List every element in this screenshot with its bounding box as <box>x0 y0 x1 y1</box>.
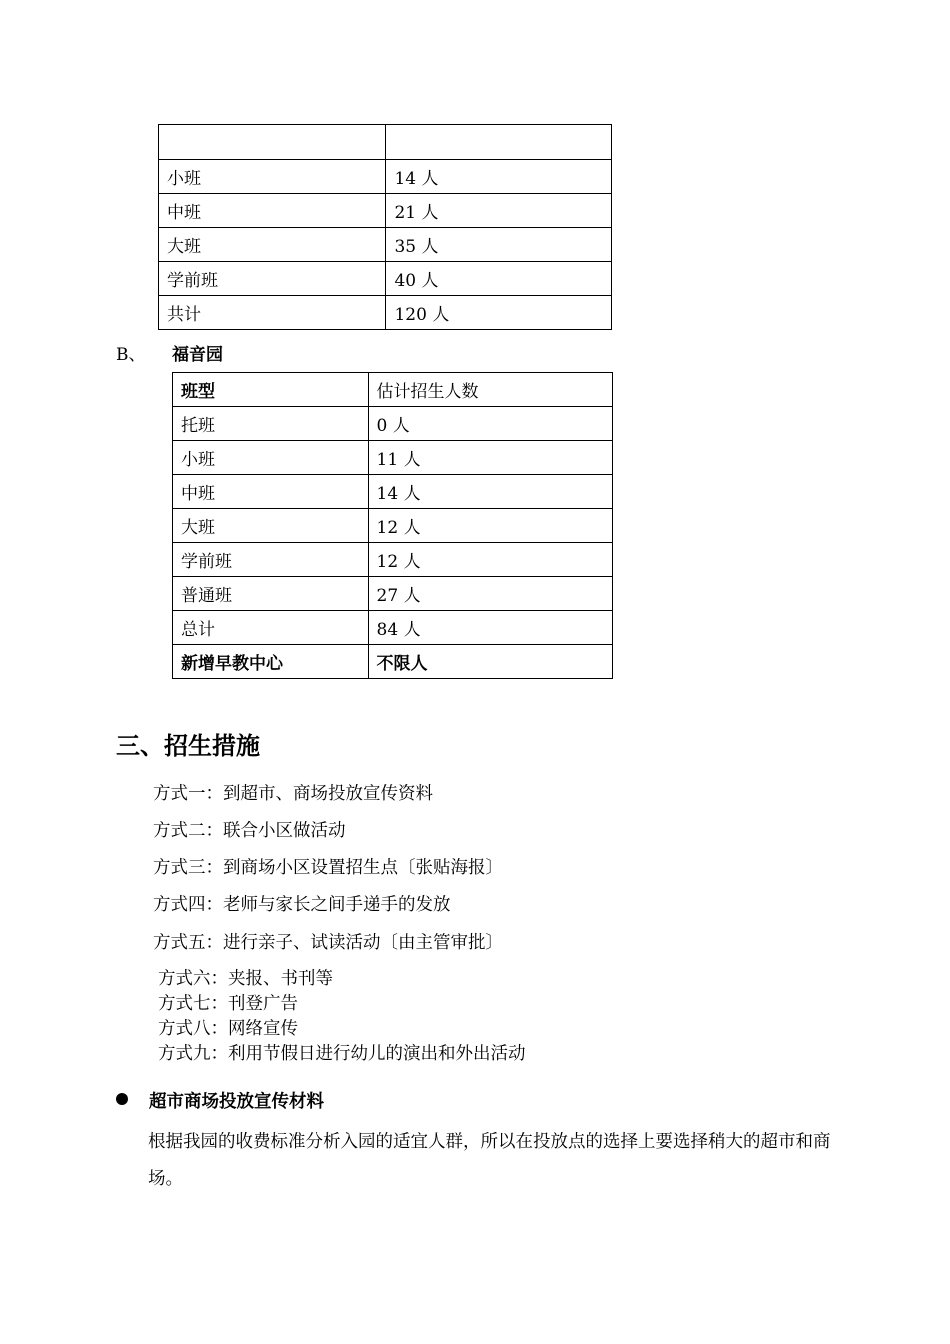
class-type-header: 班型 <box>173 373 369 407</box>
class-cell: 学前班 <box>159 262 386 296</box>
class-cell: 大班 <box>159 228 386 262</box>
table-b-header-row <box>173 373 613 407</box>
table-row <box>159 228 612 262</box>
early-education-count-cell: 不限人 <box>368 645 612 679</box>
section-b-letter: B、 <box>116 345 146 365</box>
bullet-title: 超市商场投放宣传材料 <box>149 1092 324 1112</box>
table-row-early-education <box>173 645 613 679</box>
section-b-name: 福音园 <box>172 345 223 365</box>
table-a-header-cell-2 <box>386 125 612 160</box>
total-label-cell: 总计 <box>173 611 369 645</box>
method-item: 方式五：进行亲子、试读活动〔由主管审批〕 <box>153 933 503 953</box>
table-row <box>159 194 612 228</box>
count-cell: 11 人 <box>368 441 612 475</box>
count-cell: 14 人 <box>368 475 612 509</box>
method-item: 方式二：联合小区做活动 <box>153 821 346 841</box>
table-row <box>159 262 612 296</box>
total-label-cell: 共计 <box>159 296 386 330</box>
table-row <box>173 509 613 543</box>
count-cell: 14 人 <box>386 160 612 194</box>
enrollment-table-b <box>172 372 613 679</box>
class-cell: 托班 <box>173 407 369 441</box>
count-cell: 12 人 <box>368 509 612 543</box>
enrollment-table-a <box>158 124 612 330</box>
bullet-dot-icon <box>116 1093 128 1105</box>
section-3-title: 三、招生措施 <box>116 732 260 760</box>
count-cell: 35 人 <box>386 228 612 262</box>
table-a-header-row <box>159 125 612 160</box>
method-item: 方式四：老师与家长之间手递手的发放 <box>153 895 451 915</box>
table-a-header-cell-1 <box>159 125 386 160</box>
table-row <box>173 611 613 645</box>
method-item: 方式九：利用节假日进行幼儿的演出和外出活动 <box>158 1044 526 1064</box>
method-item: 方式七：刊登广告 <box>158 994 298 1014</box>
table-row <box>173 407 613 441</box>
class-cell: 小班 <box>159 160 386 194</box>
class-cell: 普通班 <box>173 577 369 611</box>
table-row <box>173 475 613 509</box>
class-cell: 中班 <box>173 475 369 509</box>
count-cell: 27 人 <box>368 577 612 611</box>
class-cell: 大班 <box>173 509 369 543</box>
section-b-heading <box>116 340 223 365</box>
total-count-cell: 84 人 <box>368 611 612 645</box>
table-row <box>173 441 613 475</box>
early-education-label-cell: 新增早教中心 <box>173 645 369 679</box>
method-item: 方式六：夹报、书刊等 <box>158 969 333 989</box>
table-row <box>159 296 612 330</box>
count-cell: 21 人 <box>386 194 612 228</box>
body-paragraph: 根据我园的收费标准分析入园的适宜人群，所以在投放点的选择上要选择稍大的超市和商场。 <box>148 1132 831 1189</box>
table-row <box>173 577 613 611</box>
class-cell: 学前班 <box>173 543 369 577</box>
class-cell: 中班 <box>159 194 386 228</box>
total-count-cell: 120 人 <box>386 296 612 330</box>
class-cell: 小班 <box>173 441 369 475</box>
estimated-count-header: 估计招生人数 <box>368 373 612 407</box>
count-cell: 40 人 <box>386 262 612 296</box>
count-cell: 12 人 <box>368 543 612 577</box>
table-row <box>159 160 612 194</box>
count-cell: 0 人 <box>368 407 612 441</box>
method-item: 方式一：到超市、商场投放宣传资料 <box>153 784 433 804</box>
table-row <box>173 543 613 577</box>
method-item: 方式八：网络宣传 <box>158 1019 298 1039</box>
method-item: 方式三：到商场小区设置招生点〔张贴海报〕 <box>153 858 503 878</box>
